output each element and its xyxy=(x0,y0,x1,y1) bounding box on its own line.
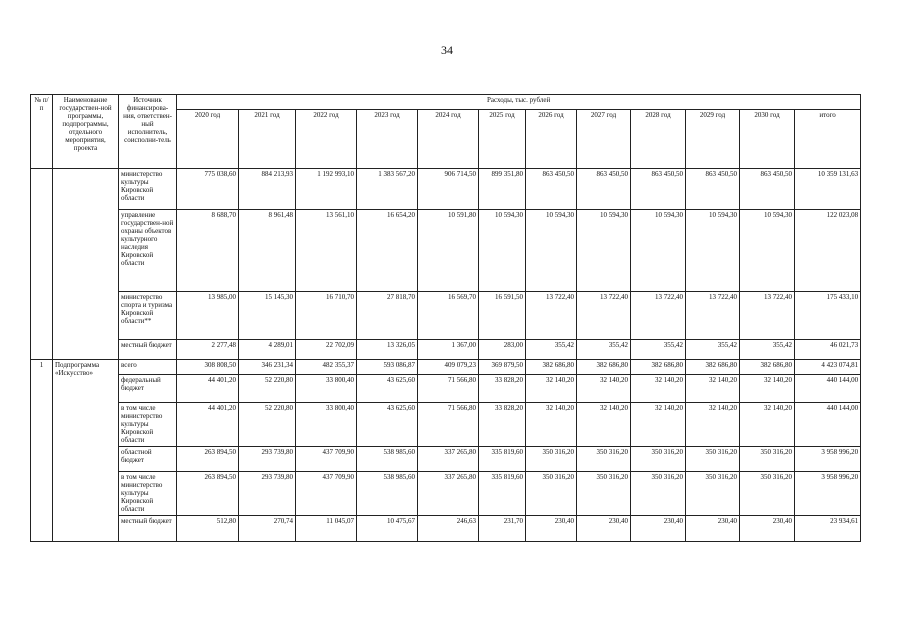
value-cell: 13 722,40 xyxy=(686,292,740,340)
value-cell: 437 709,90 xyxy=(296,472,357,516)
table-row xyxy=(31,292,861,340)
value-cell: 2 277,48 xyxy=(177,340,239,360)
total-cell: 3 958 996,20 xyxy=(795,472,861,516)
value-cell: 13 722,40 xyxy=(577,292,631,340)
value-cell: 8 961,48 xyxy=(239,210,296,292)
funding-source-cell: местный бюджет xyxy=(119,516,177,542)
value-cell: 10 594,30 xyxy=(686,210,740,292)
funding-source-cell: местный бюджет xyxy=(119,340,177,360)
value-cell: 283,00 xyxy=(479,340,526,360)
value-cell: 16 654,20 xyxy=(357,210,418,292)
funding-source-cell: управление государствен-ной охраны объектов культурного наследия Кировской области xyxy=(119,210,177,292)
value-cell: 10 594,30 xyxy=(526,210,577,292)
value-cell: 350 316,20 xyxy=(577,447,631,472)
funding-source-cell: федеральный бюджет xyxy=(119,375,177,403)
value-cell: 337 265,80 xyxy=(418,472,479,516)
row-num-cell: 1 xyxy=(31,360,53,542)
value-cell: 538 985,60 xyxy=(357,472,418,516)
year-header: 2026 год xyxy=(526,110,577,169)
table-row xyxy=(31,516,861,542)
table-row xyxy=(31,210,861,292)
funding-source-cell: министерство спорта и туризма Кировской области** xyxy=(119,292,177,340)
value-cell: 538 985,60 xyxy=(357,447,418,472)
table-body xyxy=(31,169,861,542)
funding-source-cell: всего xyxy=(119,360,177,375)
value-cell: 32 140,20 xyxy=(740,375,795,403)
value-cell: 263 894,50 xyxy=(177,447,239,472)
funding-source-cell: в том числе министерство культуры Кировской области xyxy=(119,403,177,447)
value-cell: 13 722,40 xyxy=(740,292,795,340)
value-cell: 355,42 xyxy=(631,340,686,360)
value-cell: 230,40 xyxy=(740,516,795,542)
header-source: Источник финансирова-ния, ответствен-ный исполнитель, соисполни-тель xyxy=(119,95,177,169)
value-cell: 32 140,20 xyxy=(577,375,631,403)
value-cell: 230,40 xyxy=(526,516,577,542)
value-cell: 863 450,50 xyxy=(740,169,795,210)
value-cell: 884 213,93 xyxy=(239,169,296,210)
value-cell: 863 450,50 xyxy=(577,169,631,210)
value-cell: 27 818,70 xyxy=(357,292,418,340)
table-row xyxy=(31,472,861,516)
table-row xyxy=(31,360,861,375)
total-cell: 46 021,73 xyxy=(795,340,861,360)
value-cell: 13 722,40 xyxy=(631,292,686,340)
value-cell: 32 140,20 xyxy=(577,403,631,447)
value-cell: 293 739,80 xyxy=(239,472,296,516)
value-cell: 382 686,80 xyxy=(740,360,795,375)
value-cell: 22 702,09 xyxy=(296,340,357,360)
table-row xyxy=(31,169,861,210)
year-header: 2024 год xyxy=(418,110,479,169)
value-cell: 355,42 xyxy=(577,340,631,360)
value-cell: 33 828,20 xyxy=(479,403,526,447)
value-cell: 906 714,50 xyxy=(418,169,479,210)
value-cell: 8 688,70 xyxy=(177,210,239,292)
value-cell: 346 231,34 xyxy=(239,360,296,375)
value-cell: 350 316,20 xyxy=(740,472,795,516)
value-cell: 11 045,07 xyxy=(296,516,357,542)
table-header-row xyxy=(31,95,861,110)
table-row xyxy=(31,340,861,360)
value-cell: 10 594,30 xyxy=(479,210,526,292)
value-cell: 4 289,01 xyxy=(239,340,296,360)
value-cell: 350 316,20 xyxy=(686,472,740,516)
year-header: 2028 год xyxy=(631,110,686,169)
total-cell: 122 023,08 xyxy=(795,210,861,292)
year-header: 2025 год xyxy=(479,110,526,169)
value-cell: 32 140,20 xyxy=(526,375,577,403)
value-cell: 13 326,05 xyxy=(357,340,418,360)
value-cell: 71 566,80 xyxy=(418,375,479,403)
value-cell: 863 450,50 xyxy=(631,169,686,210)
year-header: итого xyxy=(795,110,861,169)
value-cell: 33 800,40 xyxy=(296,375,357,403)
value-cell: 409 079,23 xyxy=(418,360,479,375)
value-cell: 16 591,50 xyxy=(479,292,526,340)
value-cell: 335 819,60 xyxy=(479,447,526,472)
row-num-cell xyxy=(31,169,53,360)
year-header: 2027 год xyxy=(577,110,631,169)
value-cell: 1 367,00 xyxy=(418,340,479,360)
value-cell: 355,42 xyxy=(686,340,740,360)
value-cell: 10 594,30 xyxy=(740,210,795,292)
value-cell: 355,42 xyxy=(526,340,577,360)
value-cell: 350 316,20 xyxy=(577,472,631,516)
value-cell: 350 316,20 xyxy=(686,447,740,472)
year-header: 2029 год xyxy=(686,110,740,169)
value-cell: 1 383 567,20 xyxy=(357,169,418,210)
year-header: 2030 год xyxy=(740,110,795,169)
page-number: 34 xyxy=(441,43,453,57)
total-cell: 175 433,10 xyxy=(795,292,861,340)
header-expenses: Расходы, тыс. рублей xyxy=(177,95,861,110)
value-cell: 355,42 xyxy=(740,340,795,360)
value-cell: 33 828,20 xyxy=(479,375,526,403)
value-cell: 44 401,20 xyxy=(177,375,239,403)
value-cell: 1 192 993,10 xyxy=(296,169,357,210)
value-cell: 32 140,20 xyxy=(686,375,740,403)
total-cell: 440 144,00 xyxy=(795,375,861,403)
row-name-cell xyxy=(53,169,119,360)
value-cell: 775 038,60 xyxy=(177,169,239,210)
funding-source-cell: в том числе министерство культуры Кировской области xyxy=(119,472,177,516)
value-cell: 246,63 xyxy=(418,516,479,542)
value-cell: 350 316,20 xyxy=(631,447,686,472)
value-cell: 369 879,50 xyxy=(479,360,526,375)
year-header: 2022 год xyxy=(296,110,357,169)
funding-source-cell: министерство культуры Кировской области xyxy=(119,169,177,210)
table-row xyxy=(31,403,861,447)
value-cell: 71 566,80 xyxy=(418,403,479,447)
table-row xyxy=(31,447,861,472)
year-header: 2023 год xyxy=(357,110,418,169)
value-cell: 382 686,80 xyxy=(631,360,686,375)
value-cell: 899 351,80 xyxy=(479,169,526,210)
value-cell: 44 401,20 xyxy=(177,403,239,447)
value-cell: 32 140,20 xyxy=(526,403,577,447)
value-cell: 308 808,50 xyxy=(177,360,239,375)
value-cell: 43 625,60 xyxy=(357,375,418,403)
value-cell: 231,70 xyxy=(479,516,526,542)
year-header: 2020 год xyxy=(177,110,239,169)
table-row xyxy=(31,375,861,403)
value-cell: 230,40 xyxy=(577,516,631,542)
total-cell: 3 958 996,20 xyxy=(795,447,861,472)
total-cell: 4 423 074,81 xyxy=(795,360,861,375)
header-name: Наименование государствен-ной программы, подпрограммы, отдельного мероприятия, проекта xyxy=(53,95,119,169)
value-cell: 382 686,80 xyxy=(686,360,740,375)
total-cell: 10 359 131,63 xyxy=(795,169,861,210)
value-cell: 230,40 xyxy=(686,516,740,542)
value-cell: 13 561,10 xyxy=(296,210,357,292)
value-cell: 52 220,80 xyxy=(239,375,296,403)
header-num: № п/п xyxy=(31,95,53,169)
value-cell: 33 800,40 xyxy=(296,403,357,447)
value-cell: 482 355,37 xyxy=(296,360,357,375)
value-cell: 293 739,80 xyxy=(239,447,296,472)
value-cell: 15 145,30 xyxy=(239,292,296,340)
value-cell: 43 625,60 xyxy=(357,403,418,447)
value-cell: 230,40 xyxy=(631,516,686,542)
value-cell: 350 316,20 xyxy=(526,472,577,516)
value-cell: 32 140,20 xyxy=(631,375,686,403)
value-cell: 335 819,60 xyxy=(479,472,526,516)
value-cell: 10 591,80 xyxy=(418,210,479,292)
value-cell: 337 265,80 xyxy=(418,447,479,472)
value-cell: 16 710,70 xyxy=(296,292,357,340)
value-cell: 263 894,50 xyxy=(177,472,239,516)
value-cell: 10 594,30 xyxy=(631,210,686,292)
value-cell: 16 569,70 xyxy=(418,292,479,340)
value-cell: 863 450,50 xyxy=(686,169,740,210)
value-cell: 437 709,90 xyxy=(296,447,357,472)
value-cell: 10 475,67 xyxy=(357,516,418,542)
row-name-cell: Подпрограмма «Искусство» xyxy=(53,360,119,542)
value-cell: 350 316,20 xyxy=(740,447,795,472)
value-cell: 350 316,20 xyxy=(631,472,686,516)
value-cell: 32 140,20 xyxy=(740,403,795,447)
value-cell: 10 594,30 xyxy=(577,210,631,292)
total-cell: 23 934,61 xyxy=(795,516,861,542)
value-cell: 13 985,00 xyxy=(177,292,239,340)
value-cell: 52 220,80 xyxy=(239,403,296,447)
value-cell: 382 686,80 xyxy=(526,360,577,375)
value-cell: 32 140,20 xyxy=(631,403,686,447)
value-cell: 593 086,87 xyxy=(357,360,418,375)
value-cell: 350 316,20 xyxy=(526,447,577,472)
value-cell: 270,74 xyxy=(239,516,296,542)
value-cell: 382 686,80 xyxy=(577,360,631,375)
funding-source-cell: областной бюджет xyxy=(119,447,177,472)
value-cell: 512,80 xyxy=(177,516,239,542)
value-cell: 863 450,50 xyxy=(526,169,577,210)
value-cell: 32 140,20 xyxy=(686,403,740,447)
value-cell: 13 722,40 xyxy=(526,292,577,340)
budget-table xyxy=(30,94,861,542)
total-cell: 440 144,00 xyxy=(795,403,861,447)
year-header: 2021 год xyxy=(239,110,296,169)
